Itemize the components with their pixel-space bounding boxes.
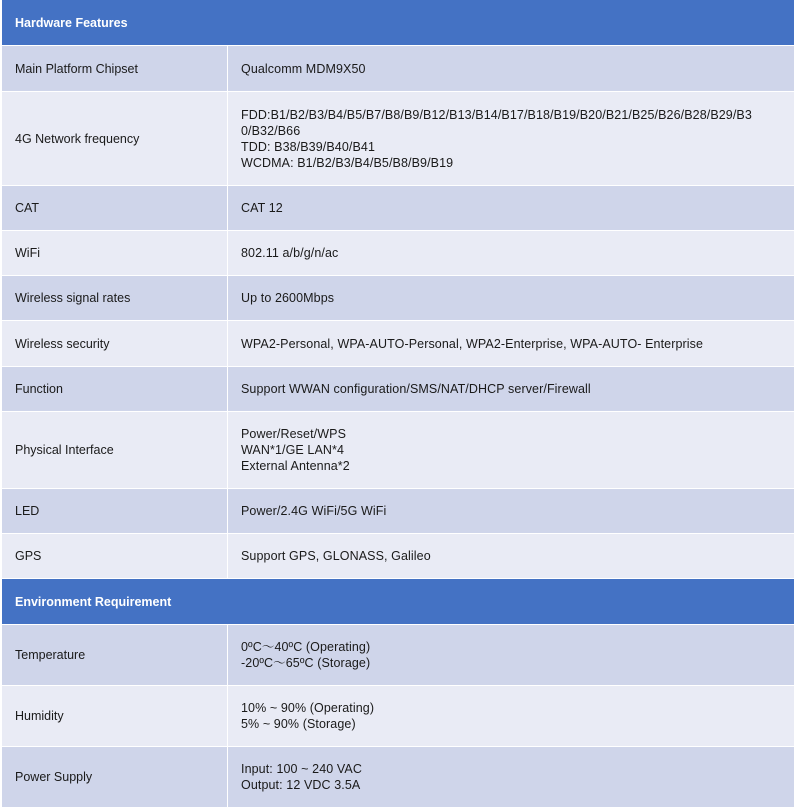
value-line: 802.11 a/b/g/n/ac [241,246,339,260]
row-label: WiFi [2,231,228,275]
section-title: Hardware Features [15,15,128,30]
row-value [228,747,794,807]
row-label: CAT [2,186,228,230]
section-header-environment [2,579,794,625]
spec-table [2,0,794,808]
row-label: Main Platform Chipset [2,46,228,91]
row-label: Humidity [2,686,228,746]
value-line: Power/2.4G WiFi/5G WiFi [241,504,387,518]
row-value [228,367,794,411]
table-row [2,231,794,276]
value-line: WAN*1/GE LAN*4 [241,443,345,457]
table-row [2,534,794,579]
row-label: Wireless security [2,321,228,366]
table-row [2,686,794,747]
table-row [2,747,794,808]
section-title: Environment Requirement [15,594,172,609]
table-row [2,625,794,686]
value-line: CAT 12 [241,201,283,215]
value-line: Qualcomm MDM9X50 [241,61,366,76]
value-line: WCDMA: B1/B2/B3/B4/B5/B8/B9/B19 [241,155,454,170]
table-row [2,489,794,534]
value-line: Output: 12 VDC 3.5A [241,778,361,792]
table-row [2,46,794,92]
value-line: Power/Reset/WPS [241,427,347,441]
row-label: Power Supply [2,747,228,807]
value-line: TDD: B38/B39/B40/B41 [241,139,376,154]
value-line: Input: 100 ~ 240 VAC [241,762,362,776]
row-label: 4G Network frequency [2,92,228,185]
row-label: Temperature [2,625,228,685]
row-value [228,46,794,91]
table-row [2,412,794,489]
value-line: -20ºC～65ºC (Storage) [241,656,371,670]
row-value [228,412,794,488]
value-line: 0ºC～40ºC (Operating) [241,640,371,654]
section-header-hardware [2,0,794,46]
row-label: Wireless signal rates [2,276,228,320]
value-line: 0/B32/B66 [241,123,301,138]
value-line: Up to 2600Mbps [241,291,335,305]
value-line: Support GPS, GLONASS, Galileo [241,549,431,563]
value-line: FDD:B1/B2/B3/B4/B5/B7/B8/B9/B12/B13/B14/B17/B18/B19/B20/B21/B25/B26/B28/B29/B3 [241,107,752,122]
value-line: Support WWAN configuration/SMS/NAT/DHCP server/Firewall [241,382,591,396]
table-row [2,321,794,367]
value-line: 5% ~ 90% (Storage) [241,717,356,731]
row-label: Physical Interface [2,412,228,488]
value-line: 10% ~ 90% (Operating) [241,701,375,715]
value-line: WPA2-Personal, WPA-AUTO-Personal, WPA2-Enterprise, WPA-AUTO- Enterprise [241,336,704,351]
table-row [2,276,794,321]
row-label: GPS [2,534,228,578]
table-row [2,367,794,412]
row-value [228,489,794,533]
row-label: Function [2,367,228,411]
row-value [228,321,794,366]
row-value [228,92,794,185]
row-value [228,625,794,685]
row-label: LED [2,489,228,533]
table-row [2,92,794,186]
row-value [228,231,794,275]
value-line: External Antenna*2 [241,459,350,473]
row-value [228,534,794,578]
row-value [228,276,794,320]
row-value [228,186,794,230]
row-value [228,686,794,746]
table-row [2,186,794,231]
